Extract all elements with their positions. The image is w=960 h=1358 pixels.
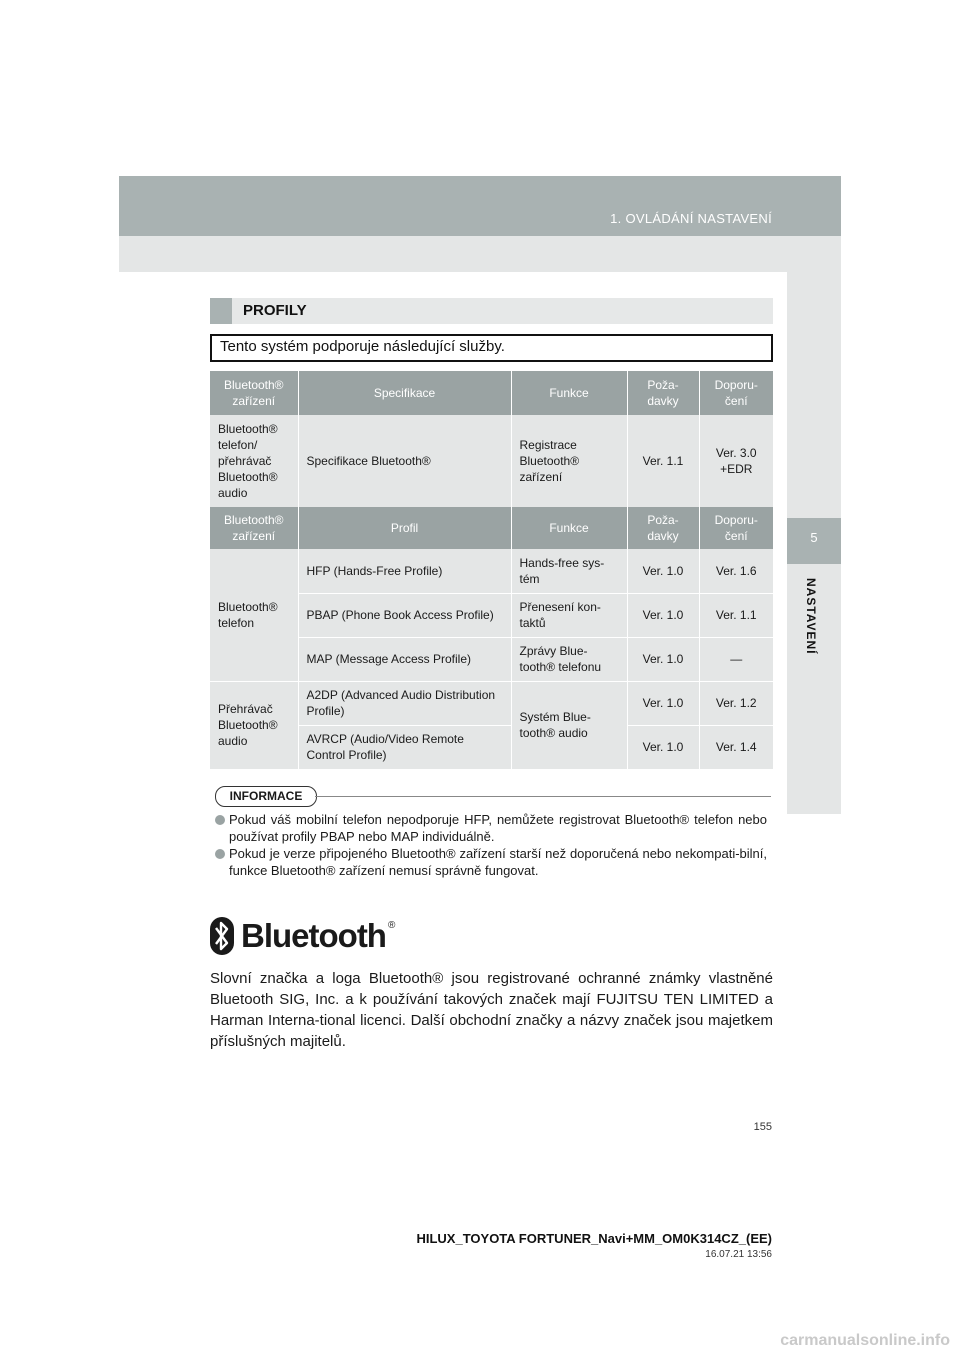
col-header-device: Bluetooth® zařízení xyxy=(210,371,298,415)
cell-req: Ver. 1.0 xyxy=(627,549,699,593)
cell-req: Ver. 1.0 xyxy=(627,725,699,769)
cell-profile: AVRCP (Audio/Video Remote Control Profile) xyxy=(298,725,511,769)
col-header-spec: Specifikace xyxy=(298,371,511,415)
cell-rec: Ver. 1.1 xyxy=(699,593,773,637)
intro-text: Tento systém podporuje následující služby. xyxy=(220,338,505,355)
col-header-func: Funkce xyxy=(511,507,627,549)
registered-mark: ® xyxy=(387,920,396,931)
info-bullet xyxy=(215,811,767,845)
cell-req: Ver. 1.0 xyxy=(627,593,699,637)
cell-rec: Ver. 3.0 +EDR xyxy=(699,415,773,507)
cell-req: Ver. 1.0 xyxy=(627,637,699,681)
table-row xyxy=(210,549,773,593)
cell-device-audio: Přehrávač Bluetooth® audio xyxy=(210,681,298,769)
cell-req: Ver. 1.1 xyxy=(627,415,699,507)
side-strip-top xyxy=(787,272,841,518)
bluetooth-logo xyxy=(210,916,395,956)
cell-rec: Ver. 1.6 xyxy=(699,549,773,593)
chapter-label: NASTAVENÍ xyxy=(804,578,818,655)
cell-req: Ver. 1.0 xyxy=(627,681,699,725)
col-header-rec: Doporu- čení xyxy=(699,371,773,415)
document-code: HILUX_TOYOTA FORTUNER_Navi+MM_OM0K314CZ_(EE) xyxy=(416,1231,772,1246)
cell-profile: MAP (Message Access Profile) xyxy=(298,637,511,681)
cell-func: Registrace Bluetooth® zařízení xyxy=(511,415,627,507)
col-header-rec: Doporu- čení xyxy=(699,507,773,549)
col-header-req: Poža- davky xyxy=(627,507,699,549)
table-row xyxy=(210,415,773,507)
bullet-icon xyxy=(215,849,225,859)
cell-profile: HFP (Hands-Free Profile) xyxy=(298,549,511,593)
cell-rec: Ver. 1.2 xyxy=(699,681,773,725)
page-number: 155 xyxy=(753,1121,772,1133)
cell-spec: Specifikace Bluetooth® xyxy=(298,415,511,507)
cell-rec: Ver. 1.4 xyxy=(699,725,773,769)
col-header-func: Funkce xyxy=(511,371,627,415)
intro-box xyxy=(210,334,773,362)
bullet-text: Pokud je verze připojeného Bluetooth® zařízení starší než doporučená nebo nekompati-bilní, funkce Bluetooth® zařízení nemusí správně fungovat. xyxy=(229,846,767,878)
cell-func: Hands-free sys-tém xyxy=(511,549,627,593)
cell-rec: — xyxy=(699,637,773,681)
cell-func: Přenesení kon-taktů xyxy=(511,593,627,637)
bullet-text: Pokud váš mobilní telefon nepodporuje HFP, nemůžete registrovat Bluetooth® telefon nebo používat profily PBAP nebo MAP individuálně. xyxy=(229,812,767,844)
col-header-req: Poža- davky xyxy=(627,371,699,415)
print-timestamp: 16.07.21 13:56 xyxy=(705,1249,772,1260)
col-header-profile: Profil xyxy=(298,507,511,549)
chapter-number: 5 xyxy=(810,530,818,545)
cell-device-phone: Bluetooth® telefon xyxy=(210,549,298,681)
bluetooth-wordmark: Bluetooth xyxy=(241,917,386,954)
bluetooth-icon xyxy=(210,917,234,955)
info-label: INFORMACE xyxy=(215,786,317,807)
cell-func: Zprávy Blue-tooth® telefonu xyxy=(511,637,627,681)
cell-profile: A2DP (Advanced Audio Distribution Profile) xyxy=(298,681,511,725)
section-title: PROFILY xyxy=(243,302,307,319)
bullet-icon xyxy=(215,815,225,825)
profile-table xyxy=(210,507,773,770)
cell-func-audio: Systém Blue-tooth® audio xyxy=(511,681,627,769)
header-subband xyxy=(119,236,841,272)
spec-table xyxy=(210,371,773,508)
chapter-title: 1. OVLÁDÁNÍ NASTAVENÍ xyxy=(610,211,772,226)
cell-profile: PBAP (Phone Book Access Profile) xyxy=(298,593,511,637)
header-band xyxy=(119,176,841,236)
section-marker xyxy=(210,298,232,324)
col-header-device: Bluetooth® zařízení xyxy=(210,507,298,549)
info-bullet xyxy=(215,845,767,879)
info-divider xyxy=(315,796,771,797)
table-row xyxy=(210,681,773,725)
cell-device: Bluetooth® telefon/ přehrávač Bluetooth® audio xyxy=(210,415,298,507)
trademark-notice: Slovní značka a loga Bluetooth® jsou registrované ochranné známky vlastněné Bluetooth SIG, Inc. a k používání takových značek mají FUJITSU TEN LIMITED a Harman Interna-tional licenci. Další obchodní značky a názvy značek jsou majetkem příslušných majitelů. xyxy=(210,970,773,1050)
watermark: carmanualsonline.info xyxy=(780,1332,950,1349)
